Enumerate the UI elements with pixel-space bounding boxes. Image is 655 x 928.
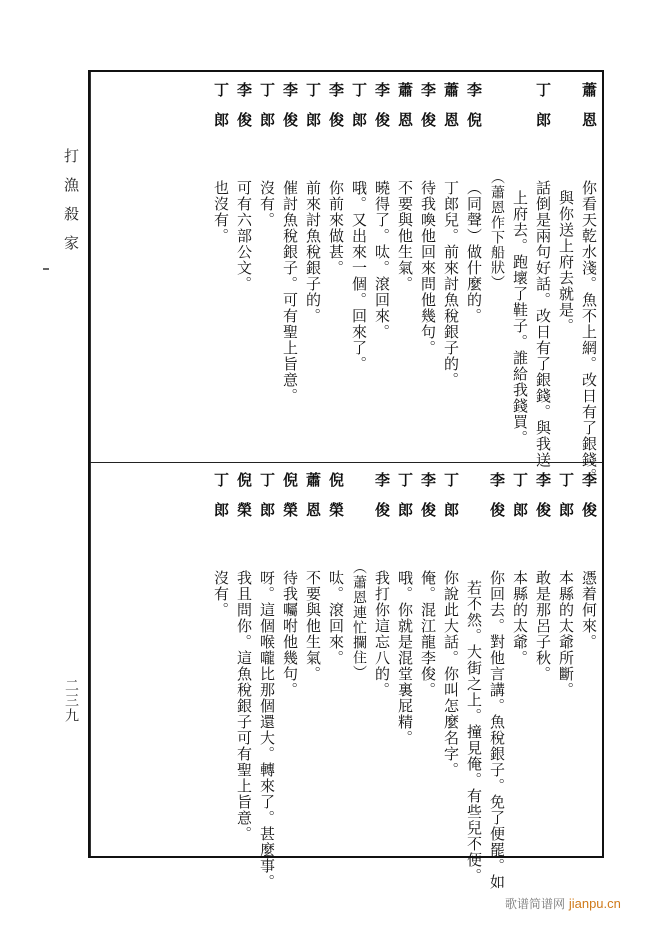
- speaker-name: 李 俊: [419, 472, 437, 517]
- speaker-name: 李 俊: [419, 82, 437, 127]
- dialogue-line: [278, 472, 301, 852]
- dialogue-line: [301, 472, 324, 852]
- speaker-name: 倪 榮: [235, 472, 253, 517]
- line-text: 我且問你。這魚稅銀子可有聖上旨意。: [235, 570, 253, 842]
- line-text: 可有六部公文。: [235, 180, 253, 292]
- speaker-name: 蕭 恩: [304, 472, 322, 517]
- line-text: 俺。混江龍李俊。: [419, 570, 437, 698]
- line-text: 丁郎兒。前來討魚稅銀子的。: [442, 180, 460, 388]
- line-text: 待我喚他回來問他幾句。: [419, 180, 437, 356]
- line-text: 敢是那呂子秋。: [534, 570, 552, 682]
- dialogue-line: [324, 472, 347, 852]
- line-text: 你前來做甚。: [327, 180, 345, 276]
- dialogue-line: [393, 82, 416, 458]
- dialogue-line: [209, 472, 232, 852]
- dialogue-line: [531, 472, 554, 852]
- dialogue-line: [439, 82, 462, 458]
- dialogue-line: [209, 82, 232, 458]
- half-divider: [90, 462, 602, 463]
- speaker-name: 丁 郎: [212, 472, 230, 517]
- dialogue-line: [301, 82, 324, 458]
- speaker-name: 李 俊: [327, 82, 345, 127]
- margin-tick-mark: [43, 268, 49, 270]
- line-text: 哦。你就是混堂裏屁精。: [396, 570, 414, 746]
- line-text: 呀。這個喉嚨比那個還大。轉來了。甚麼事。: [258, 570, 276, 890]
- page-margin-title: 打漁殺家: [62, 148, 80, 264]
- speaker-name: 李 俊: [580, 472, 598, 517]
- line-text: 前來討魚稅銀子的。: [304, 180, 322, 324]
- line-text: 哦。又出來一個。回來了。: [350, 180, 368, 372]
- line-text: 不要與他生氣。: [304, 570, 322, 682]
- dialogue-line: [416, 82, 439, 458]
- dialogue-line: [508, 472, 531, 852]
- dialogue-line: [485, 472, 508, 890]
- speaker-name: 李 俊: [373, 472, 391, 517]
- line-text: 若不然。大街之上。撞見俺。有些兒不便。: [465, 580, 483, 884]
- speaker-name: 丁 郎: [534, 82, 552, 127]
- line-text: 曉得了。呔。滾回來。: [373, 180, 391, 340]
- watermark: [505, 895, 621, 912]
- dialogue-line: [255, 472, 278, 890]
- speaker-name: 丁 郎: [396, 472, 414, 517]
- line-text: 我打你這忘八的。: [373, 570, 391, 698]
- dialogue-continuation: [462, 472, 485, 884]
- line-text: 本縣的太爺。: [511, 570, 529, 666]
- speaker-name: 李 俊: [235, 82, 253, 127]
- speaker-name: 蕭 恩: [396, 82, 414, 127]
- dialogue-continuation: [508, 82, 531, 458]
- line-text: 上府去。跑壞了鞋子。誰給我錢買。: [511, 190, 529, 446]
- dialogue-line: [393, 472, 416, 852]
- speaker-name: 丁 郎: [557, 472, 575, 517]
- speaker-name: 丁 郎: [442, 472, 460, 517]
- dialogue-line: [416, 472, 439, 852]
- line-text: 本縣的太爺所斷。: [557, 570, 575, 698]
- dialogue-line: [370, 472, 393, 852]
- dialogue-line: [439, 472, 462, 852]
- speaker-name: 李 俊: [534, 472, 552, 517]
- top-half-dialogue: [96, 82, 600, 484]
- line-text: 沒有。: [258, 180, 276, 228]
- line-text: 也沒有。: [212, 180, 230, 244]
- dialogue-line: [370, 82, 393, 458]
- speaker-name: 李 俊: [488, 472, 506, 517]
- speaker-name: 丁 郎: [511, 472, 529, 517]
- line-text: 你看天乾水淺。魚不上網。改日有了銀錢。: [580, 180, 598, 484]
- line-text: 呔。滾回來。: [327, 570, 345, 666]
- watermark-site-name: 歌谱简谱网: [505, 897, 566, 911]
- dialogue-line: [577, 472, 600, 852]
- bottom-half-dialogue: [96, 472, 600, 890]
- dialogue-line: [462, 82, 485, 458]
- dialogue-line: [232, 472, 255, 852]
- line-text: 不要與他生氣。: [396, 180, 414, 292]
- dialogue-line: [255, 82, 278, 458]
- dialogue-line: [278, 82, 301, 458]
- dialogue-line: [554, 472, 577, 852]
- line-text: （蕭恩作下船狀）: [489, 170, 505, 290]
- stage-direction: [347, 472, 370, 852]
- speaker-name: 倪 榮: [327, 472, 345, 517]
- speaker-name: 蕭 恩: [442, 82, 460, 127]
- dialogue-line: [531, 82, 554, 468]
- speaker-name: 李 俊: [281, 82, 299, 127]
- speaker-name: 丁 郎: [350, 82, 368, 127]
- line-text: （同聲）做什麼的。: [465, 180, 483, 324]
- line-text: 憑着何來。: [580, 570, 598, 650]
- page-number: 二三九: [63, 678, 79, 723]
- speaker-name: 李 倪: [465, 82, 483, 127]
- stage-direction: [485, 82, 508, 458]
- line-text: 你說此大話。你叫怎麼名字。: [442, 570, 460, 778]
- speaker-name: 李 俊: [373, 82, 391, 127]
- watermark-url: jianpu.cn: [568, 896, 621, 911]
- dialogue-line: [577, 82, 600, 484]
- dialogue-line: [232, 82, 255, 458]
- dialogue-line: [324, 82, 347, 458]
- line-text: 沒有。: [212, 570, 230, 618]
- speaker-name: 丁 郎: [258, 82, 276, 127]
- speaker-name: 丁 郎: [258, 472, 276, 517]
- dialogue-line: [347, 82, 370, 458]
- speaker-name: 丁 郎: [212, 82, 230, 127]
- speaker-name: 丁 郎: [304, 82, 322, 127]
- speaker-name: 蕭 恩: [580, 82, 598, 127]
- line-text: 待我囑咐他幾句。: [281, 570, 299, 698]
- line-text: 話倒是兩句好話。改日有了銀錢。與我送: [534, 180, 552, 468]
- line-text: 催討魚稅銀子。可有聖上旨意。: [281, 180, 299, 404]
- speaker-name: 倪 榮: [281, 472, 299, 517]
- line-text: 你回去。對他言講。魚稅銀子。免了便罷。如: [488, 570, 506, 890]
- line-text: （蕭恩連忙攔住）: [351, 560, 367, 680]
- dialogue-continuation: [554, 82, 577, 458]
- frame-inner-rule: [90, 72, 93, 856]
- line-text: 與你送上府去就是。: [557, 190, 575, 334]
